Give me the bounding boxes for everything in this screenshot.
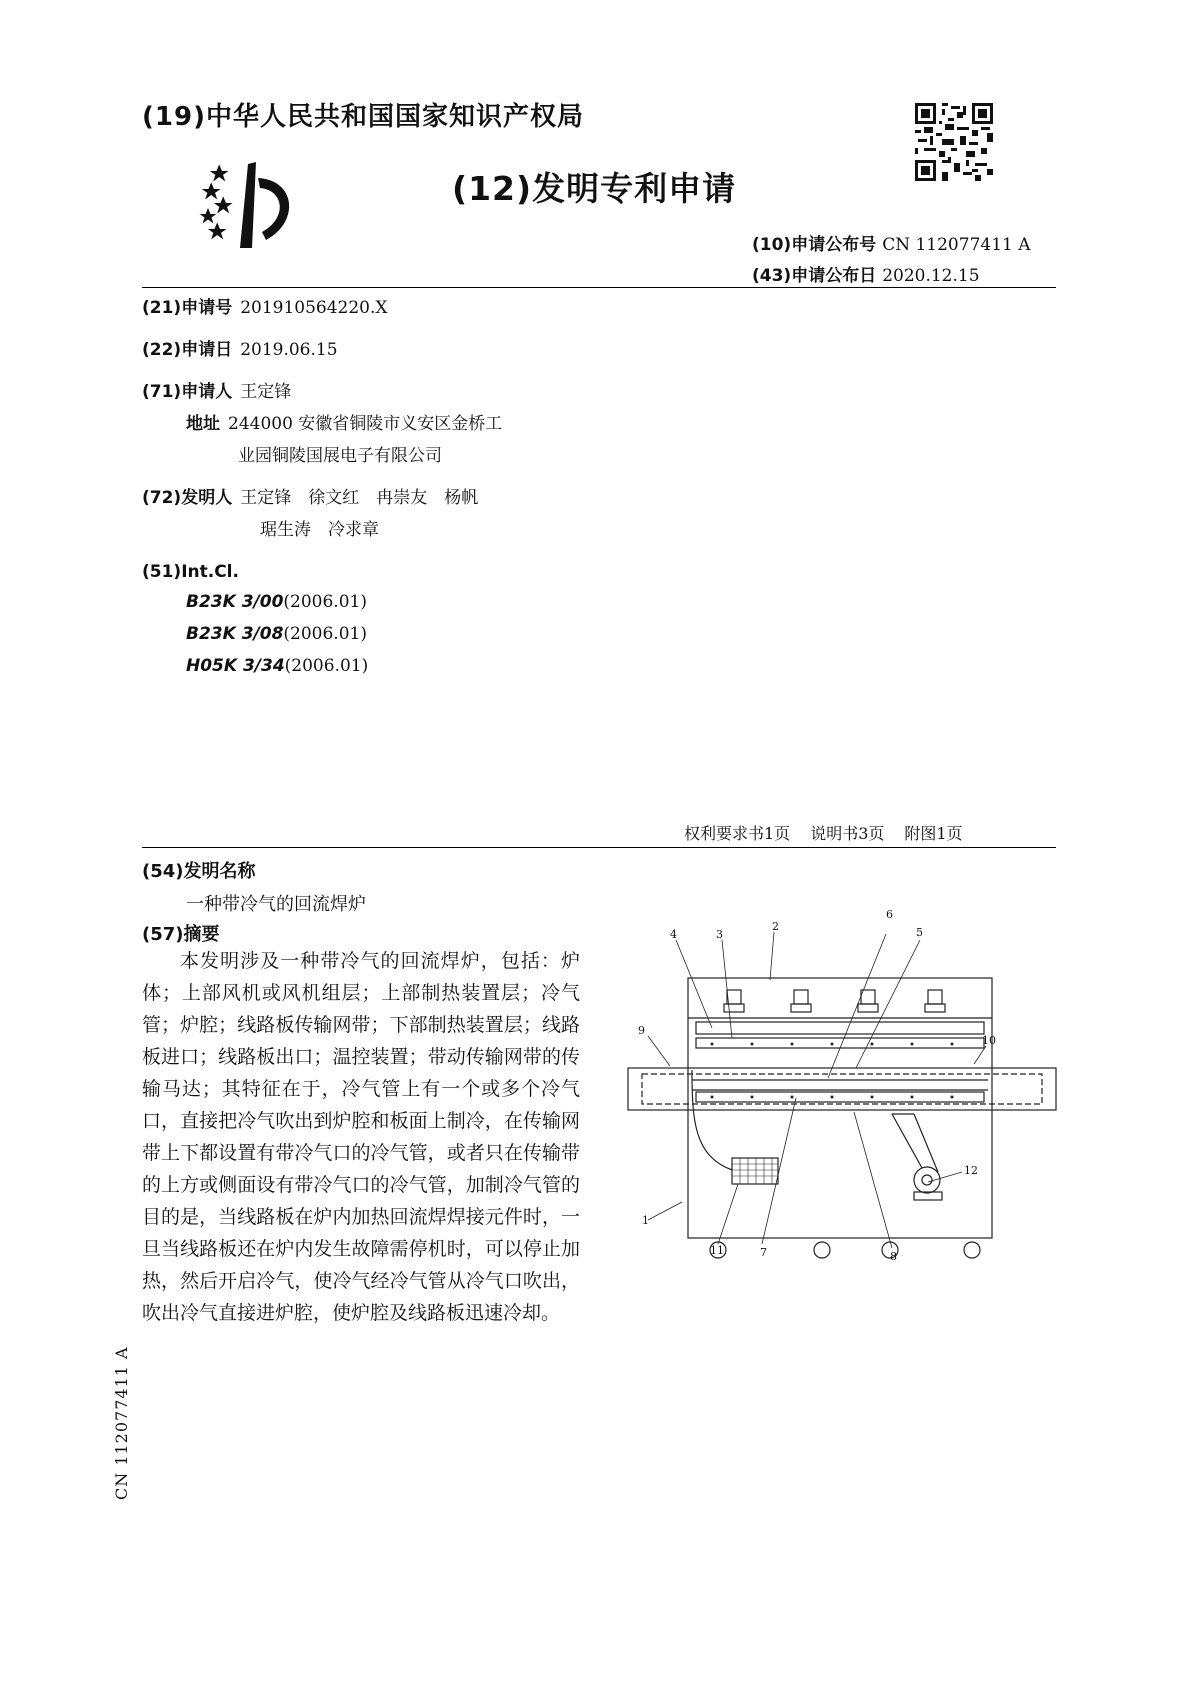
ipc-class-1: B23K 3/00(2006.01) <box>186 592 367 612</box>
title-label: (54)发明名称 <box>142 861 256 882</box>
publication-date-label: (43)申请公布日 <box>752 266 877 286</box>
publication-number-label: (10)申请公布号 <box>752 235 877 255</box>
header-divider <box>142 287 1056 288</box>
application-date: 2019.06.15 <box>240 340 338 360</box>
figure-label-7: 7 <box>760 1246 767 1259</box>
ipc-class-2: B23K 3/08(2006.01) <box>186 624 367 644</box>
abstract-label: (57)摘要 <box>142 924 220 945</box>
drawings-page-count: 附图1页 <box>904 824 963 843</box>
address-label: 地址 <box>186 414 220 434</box>
publication-date-row <box>752 261 980 286</box>
publication-number-row <box>752 230 1031 255</box>
figure-label-12: 12 <box>964 1164 978 1177</box>
address-line-2: 业园铜陵国展电子有限公司 <box>238 446 442 466</box>
patent-office-name: (19)中华人民共和国国家知识产权局 <box>142 102 584 132</box>
address-row <box>186 408 502 440</box>
application-number: 201910564220.X <box>240 298 388 318</box>
reflow-oven-figure <box>622 908 1062 1280</box>
application-number-label: (21)申请号 <box>142 298 233 318</box>
application-date-label: (22)申请日 <box>142 340 233 360</box>
intcl-label: (51)Int.Cl. <box>142 562 239 582</box>
address-line-1: 244000 安徽省铜陵市义安区金桥工 <box>228 414 503 434</box>
applicant-row <box>142 376 291 408</box>
inventors-label: (72)发明人 <box>142 488 233 508</box>
description-page-count: 说明书3页 <box>810 824 885 843</box>
patent-office-logo <box>196 160 306 252</box>
pagecount-divider <box>142 847 1056 848</box>
document-type: (12)发明专利申请 <box>452 169 737 208</box>
side-publication-number: CN 112077411 A <box>112 1346 131 1500</box>
figure-label-8: 8 <box>890 1250 897 1263</box>
figure-label-3: 3 <box>716 928 723 941</box>
applicant-label: (71)申请人 <box>142 382 233 402</box>
claims-page-count: 权利要求书1页 <box>684 824 791 843</box>
ipc-class-3: H05K 3/34(2006.01) <box>186 656 369 676</box>
figure-label-10: 10 <box>982 1034 996 1047</box>
figure-label-5: 5 <box>916 926 923 939</box>
inventors-line-2: 琚生涛 冷求章 <box>260 520 379 540</box>
figure-label-1: 1 <box>642 1214 649 1227</box>
inventors-line-1: 王定锋 徐文红 冉崇友 杨帆 <box>240 488 479 508</box>
abstract-text: 本发明涉及一种带冷气的回流焊炉，包括：炉体；上部风机或风机组层；上部制热装置层；冷气管；炉腔；线路板传输网带；下部制热装置层；线路板进口；线路板出口；温控装置；带动传输网带的传输马达；其特征在于，冷气管上有一个或多个冷气口，直接把冷气吹出到炉腔和板面上制冷，在传输网带上下都设置有带冷气口的冷气管，或者只在传输带的上方或侧面设有带冷气口的冷气管，加制冷气管的目的是，当线路板在炉内加热回流焊焊接元件时，一旦当线路板还在炉内发生故障需停机时，可以停止加热，然后开启冷气，使冷气经冷气管从冷气口吹出，吹出冷气直接进炉腔，使炉腔及线路板迅速冷却。 <box>142 950 580 1324</box>
figure-label-9: 9 <box>638 1024 645 1037</box>
qr-code <box>915 103 993 181</box>
publication-date: 2020.12.15 <box>882 266 980 286</box>
figure-label-4: 4 <box>670 928 677 941</box>
inventors-row <box>142 482 478 514</box>
applicant-name: 王定锋 <box>240 382 292 402</box>
application-number-row <box>142 292 388 324</box>
application-date-row <box>142 334 338 366</box>
publication-number: CN 112077411 A <box>882 235 1031 255</box>
figure-label-11: 11 <box>710 1244 724 1257</box>
invention-title: 一种带冷气的回流焊炉 <box>186 894 366 915</box>
page-counts <box>684 821 983 844</box>
figure-label-2: 2 <box>772 920 779 933</box>
figure-label-6: 6 <box>886 908 893 921</box>
